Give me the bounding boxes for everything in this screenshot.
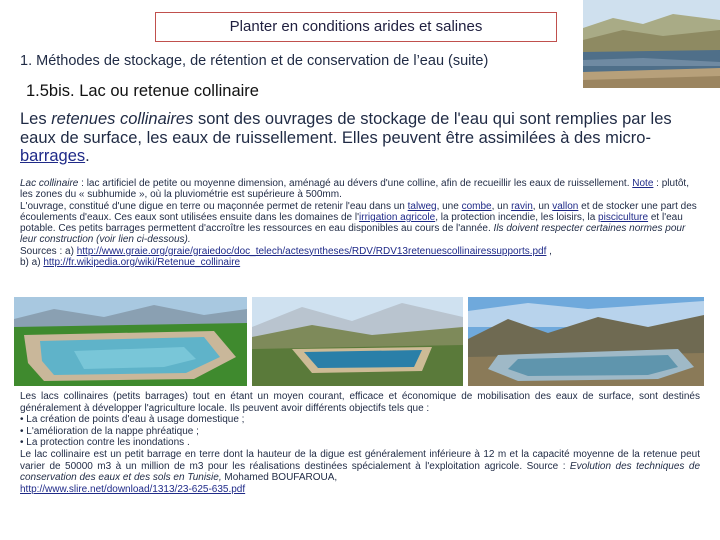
lead-em: retenues collinaires bbox=[51, 110, 194, 128]
link-talweg[interactable]: talweg bbox=[407, 200, 437, 212]
para-text: , une bbox=[436, 200, 462, 212]
link-vallon[interactable]: vallon bbox=[552, 200, 579, 212]
para-em: Lac collinaire bbox=[20, 178, 79, 189]
para-text: Sources : a) bbox=[20, 245, 77, 257]
link-combe[interactable]: combe bbox=[461, 200, 492, 212]
link-ravin[interactable]: ravin bbox=[511, 200, 533, 212]
link-pisciculture[interactable]: pisciculture bbox=[598, 211, 649, 223]
link-source-b[interactable]: http://fr.wikipedia.org/wiki/Retenue_collinaire bbox=[43, 257, 241, 269]
lead-text: sont des ouvrages de stockage de l'eau qui sont remplies par les eaux de surface, les eaux de ruissellement. Elles peuvent être assimilées à des micro- bbox=[20, 110, 672, 147]
para-text: , la protection incendie, les loisirs, la bbox=[435, 211, 599, 223]
para-em: Ils doivent respecter certaines normes pour leur construction (voir lien ci-dessous). bbox=[20, 223, 686, 246]
para-text: : lac artificiel de petite ou moyenne dimension, aménagé au dévers d'une colline, afin de recueillir les eaux de ruissellement. bbox=[78, 178, 633, 189]
definition-paragraph bbox=[20, 178, 700, 268]
section-heading: 1.5bis. Lac ou retenue collinaire bbox=[26, 82, 259, 100]
bottom-source-author: Mohamed BOUFAROUA, bbox=[221, 472, 338, 484]
bottom-intro: Les lacs collinaires (petits barrages) tout en étant un moyen courant, efficace et économique de mobilisation des eaux de surface, sont destinés généralement à développer l'agriculture locale. Ils peuvent avoir différents objectifs tels que : bbox=[20, 391, 700, 414]
link-source-a[interactable]: http://www.graie.org/graie/graiedoc/doc_telech/actesyntheses/RDV/RDV13retenuescollinairessupports.pdf bbox=[76, 245, 547, 257]
bullet-item: • La création de points d'eau à usage domestique ; bbox=[20, 414, 245, 426]
link-source-pdf[interactable]: http://www.slire.net/download/1313/23-625-635.pdf bbox=[20, 483, 246, 495]
para-text: : plutôt, les zones du « subhumide », où la pluviométrie est supérieure à 500mm. bbox=[20, 178, 689, 201]
lead-text: Les bbox=[20, 110, 52, 128]
bottom-source-title: Evolution des techniques de conservation des eaux et des sols en Tunisie, bbox=[20, 460, 700, 484]
reservoir-photo-center bbox=[252, 297, 463, 386]
bottom-details bbox=[20, 449, 700, 495]
reservoir-photo-left bbox=[14, 297, 247, 386]
para-text: et l'eau potable. Ces petits barrages permettent d'accroître les ressources en eau disponibles au cours de l'année. bbox=[20, 211, 683, 235]
bottom-text: Le lac collinaire est un petit barrage en terre dont la hauteur de la digue est généralement inférieure à 12 m et la capacité moyenne de la retenue peut varier de 50000 m3 à un million de m3 pour les réalisations destinées spécialement à l'exploitation agricole. Source : bbox=[20, 448, 700, 472]
para-text: et de stocker une part des écoulements d'eaux. Ces eaux sont utilisées ensuite dans les domaines de l' bbox=[20, 200, 697, 223]
slide-title: Planter en conditions arides et salines bbox=[155, 12, 557, 42]
para-text: , un bbox=[532, 200, 553, 212]
lead-paragraph bbox=[20, 110, 700, 166]
subtitle: 1. Méthodes de stockage, de rétention et de conservation de l’eau (suite) bbox=[20, 53, 489, 69]
link-barrages[interactable]: barrages bbox=[20, 147, 86, 165]
link-note[interactable]: Note bbox=[632, 178, 654, 189]
reservoir-photo-right bbox=[468, 297, 704, 386]
lead-text: . bbox=[85, 147, 90, 165]
bullet-item: • La protection contre les inondations . bbox=[20, 437, 190, 449]
link-irrigation[interactable]: irrigation agricole bbox=[359, 211, 436, 223]
bottom-paragraph bbox=[20, 391, 700, 495]
para-text: , un bbox=[491, 200, 512, 212]
para-text: , bbox=[546, 245, 552, 257]
lake-photo-top bbox=[583, 0, 720, 88]
para-text: L'ouvrage, constitué d'une digue en terre ou maçonnée permet de retenir l'eau dans un bbox=[20, 200, 408, 212]
para-text: b) a) bbox=[20, 257, 44, 269]
bullet-item: • L'amélioration de la nappe phréatique ; bbox=[20, 425, 199, 437]
